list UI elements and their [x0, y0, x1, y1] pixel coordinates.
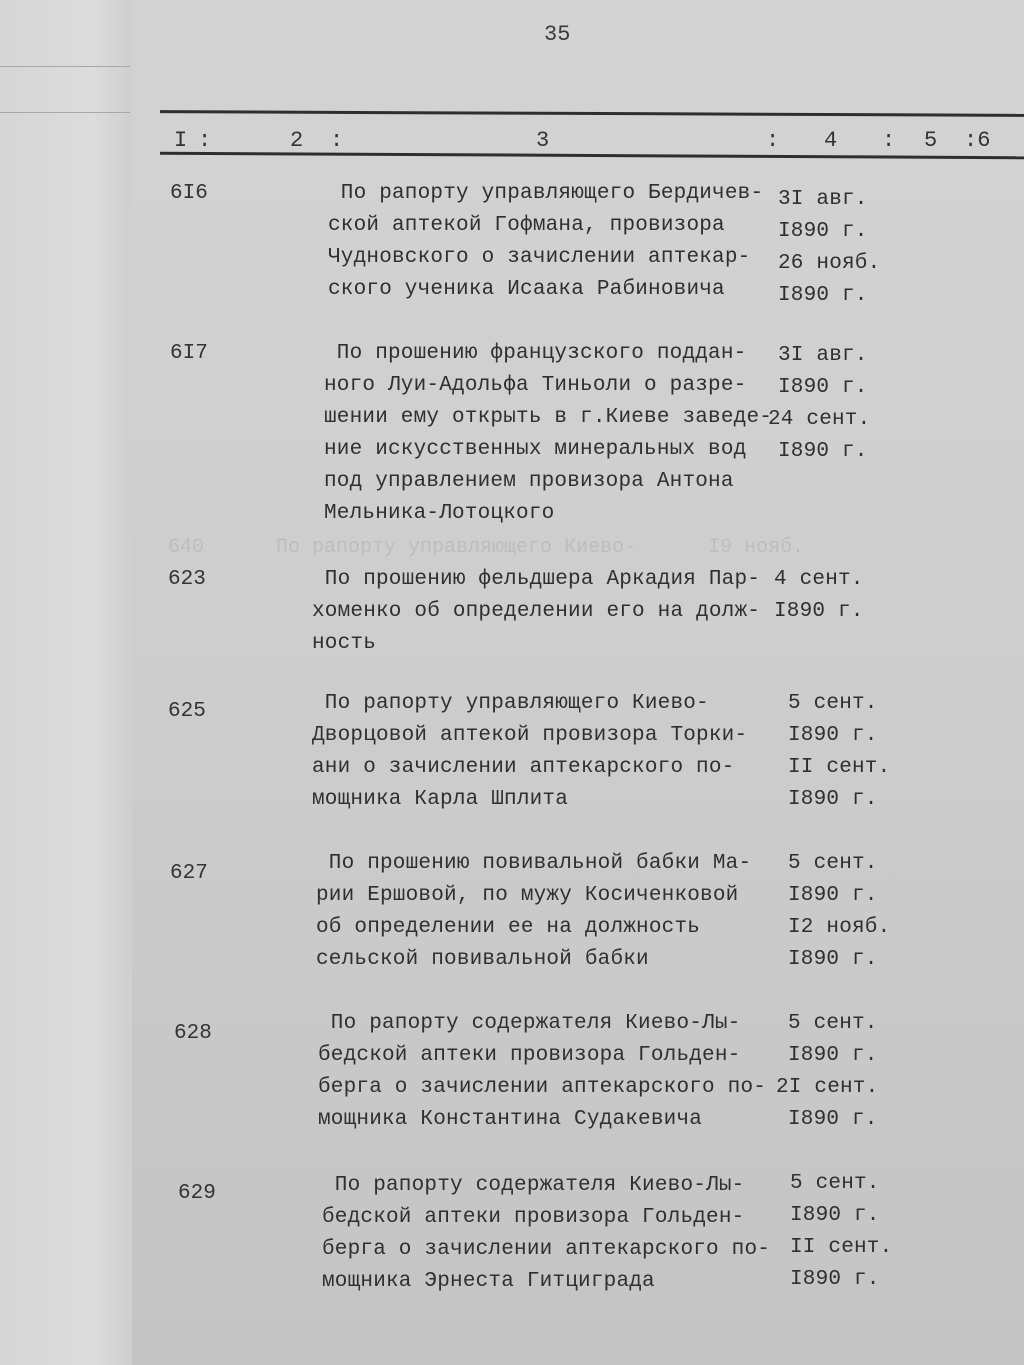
entry-date: II сент.: [790, 1236, 893, 1259]
entry-date: I890 г.: [788, 1044, 878, 1067]
column-separator: :: [766, 128, 780, 153]
entry-number: 6I7: [170, 342, 208, 365]
entry-description-line: хоменко об определении его на долж-: [312, 600, 761, 623]
entry-date: I890 г.: [788, 884, 878, 907]
entry-date: I890 г.: [790, 1268, 880, 1291]
document-page: [132, 0, 1024, 1365]
entry-description-line: берга о зачислении аптекарского по-: [322, 1238, 771, 1261]
entry-description-line: Чудновского о зачислении аптекар-: [328, 246, 751, 269]
column-separator: :: [330, 128, 344, 153]
column-separator: :: [198, 128, 212, 153]
entry-description-line: Дворцовой аптекой провизора Торки-: [312, 724, 748, 747]
entry-description-line: По рапорту управляющего Киево-: [312, 692, 709, 715]
entry-number: 628: [174, 1022, 212, 1045]
entry-date: 3I авг.: [778, 344, 868, 367]
entry-number: 629: [178, 1182, 216, 1205]
entry-description-line: ность: [312, 632, 377, 655]
entry-description-line: бедской аптеки провизора Гольден-: [318, 1044, 741, 1067]
entry-description-line: мощника Карла Шплита: [312, 788, 569, 811]
entry-date: 5 сент.: [788, 852, 878, 875]
entry-date: 24 сент.: [768, 408, 871, 431]
entry-description-line: По прошению французского поддан-: [324, 342, 747, 365]
entry-date: 3I авг.: [778, 188, 868, 211]
column-header-4: 4: [824, 128, 838, 153]
entry-date: I890 г.: [788, 724, 878, 747]
column-header-3: 3: [536, 128, 550, 153]
entry-description-line: под управлением провизора Антона: [324, 470, 734, 493]
entry-date: I890 г.: [778, 376, 868, 399]
column-header-5: 5: [924, 128, 938, 153]
entry-date: 26 нояб.: [778, 252, 881, 275]
entry-date: I890 г.: [788, 1108, 878, 1131]
entry-description-line: По прошению фельдшера Аркадия Пар-: [312, 568, 761, 591]
bleed-through-text: 640 По рапорту управляющего Киево- I9 нояб.: [168, 536, 805, 559]
entry-number: 623: [168, 568, 206, 591]
entry-description-line: По рапорту содержателя Киево-Лы-: [322, 1174, 745, 1197]
entry-date: I890 г.: [778, 284, 868, 307]
entry-number: 6I6: [170, 182, 208, 205]
header-rule-top: [160, 110, 1024, 117]
adjacent-page-rule: [0, 66, 130, 67]
adjacent-page-edge: [0, 0, 133, 1365]
entry-date: I890 г.: [774, 600, 864, 623]
entry-description-line: рии Ершовой, по мужу Косиченковой: [316, 884, 739, 907]
entry-date: I2 нояб.: [788, 916, 891, 939]
column-header-1: I: [174, 128, 188, 153]
entry-date: 4 сент.: [774, 568, 864, 591]
entry-description-line: По рапорту управляющего Бердичев-: [328, 182, 764, 205]
entry-number: 625: [168, 700, 206, 723]
entry-date: II сент.: [788, 756, 891, 779]
entry-description-line: ской аптекой Гофмана, провизора: [328, 214, 725, 237]
adjacent-page-rule: [0, 112, 130, 113]
entry-date: 5 сент.: [788, 1012, 878, 1035]
entry-description-line: мощника Эрнеста Гитциграда: [322, 1270, 655, 1293]
entry-date: 2I сент.: [776, 1076, 879, 1099]
column-header-2: 2: [290, 128, 304, 153]
entry-description-line: сельской повивальной бабки: [316, 948, 649, 971]
entry-description-line: берга о зачислении аптекарского по-: [318, 1076, 767, 1099]
entry-date: 5 сент.: [790, 1172, 880, 1195]
entry-description-line: бедской аптеки провизора Гольден-: [322, 1206, 745, 1229]
entry-description-line: По рапорту содержателя Киево-Лы-: [318, 1012, 741, 1035]
entry-date: I890 г.: [778, 220, 868, 243]
page-number: 35: [544, 22, 571, 47]
entry-date: 5 сент.: [788, 692, 878, 715]
entry-description-line: Мельника-Лотоцкого: [324, 502, 555, 525]
entry-number: 627: [170, 862, 208, 885]
entry-description-line: По прошению повивальной бабки Ма-: [316, 852, 752, 875]
entry-date: I890 г.: [788, 788, 878, 811]
entry-description-line: ние искусственных минеральных вод: [324, 438, 747, 461]
entry-description-line: мощника Константина Судакевича: [318, 1108, 703, 1131]
entry-description-line: ани о зачислении аптекарского по-: [312, 756, 735, 779]
entry-date: I890 г.: [790, 1204, 880, 1227]
entry-description-line: ского ученика Исаака Рабиновича: [328, 278, 725, 301]
column-separator: :: [882, 128, 896, 153]
entry-description-line: ного Луи-Адольфа Тиньоли о разре-: [324, 374, 747, 397]
entry-date: I890 г.: [778, 440, 868, 463]
entry-date: I890 г.: [788, 948, 878, 971]
entry-description-line: об определении ее на должность: [316, 916, 701, 939]
entry-description-line: шении ему открыть в г.Киеве заведе-: [324, 406, 773, 429]
column-header-6: :6: [964, 128, 991, 153]
